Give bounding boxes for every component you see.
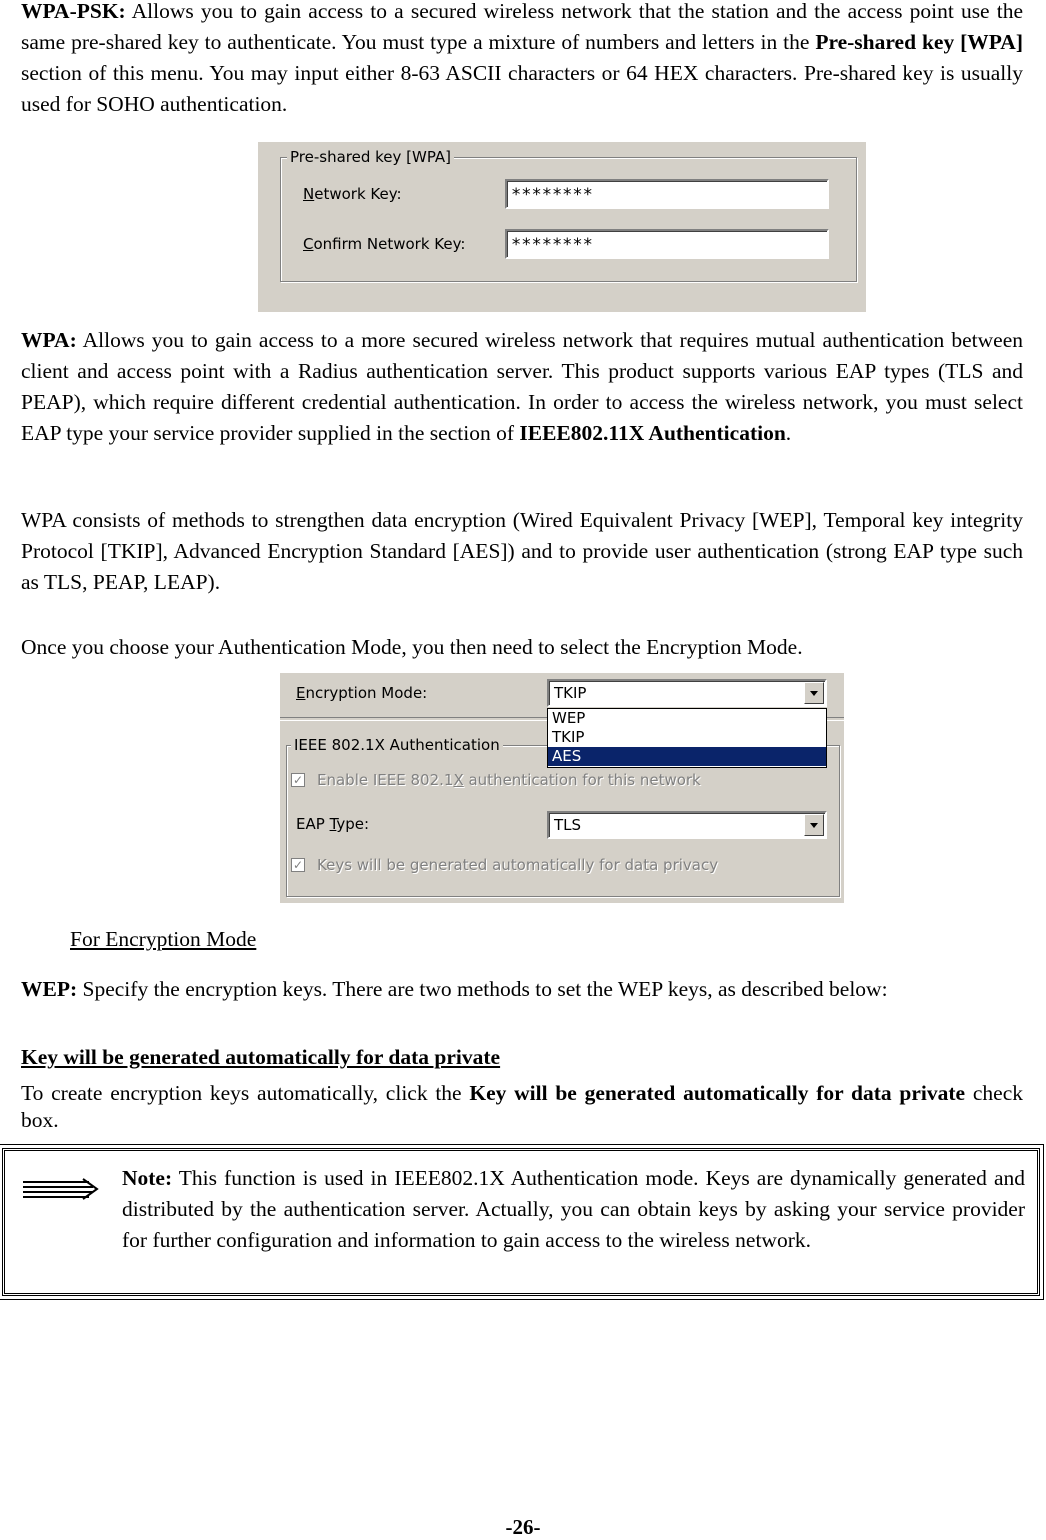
eap-type-label [296,815,369,833]
dropdown-option-wep[interactable]: WEP [552,709,586,727]
chevron-down-icon[interactable] [804,682,824,704]
wpapsk-paragraph [21,0,1023,120]
enable-ieee-checkbox-label [317,771,701,789]
eap-type-label-b: ype: [336,815,370,833]
network-key-input[interactable]: ******** [505,179,829,209]
create-keys-paragraph [21,1080,1023,1134]
enable-ieee-label-mnemonic: X [453,771,464,789]
network-key-label [303,185,402,203]
keys-auto-checkbox[interactable]: ✓ [292,858,304,872]
network-key-mnemonic: N [303,185,315,203]
wpapsk-bold: Pre-shared key [WPA] [815,30,1023,54]
key-auto-heading [21,1042,1023,1072]
create-keys-bold: Key will be generated automatically for data private [469,1081,966,1105]
wpa-text-2: . [785,421,792,445]
eap-type-select[interactable] [547,811,827,839]
arrow-note-icon [21,1177,101,1201]
confirm-key-label-rest: onfirm Network Key: [313,235,466,253]
encryption-mode-dropdown[interactable] [547,708,827,768]
wep-term: WEP: [21,977,78,1001]
wpa-text-1: Allows you to gain access to a more secured wireless network that requires mutual authentication between client and access point with a Radius authentication server. This product supports various EAP types (TLS and PEAP), which require different credential authentication. In order to access the wireless network, you must select EAP type your service provider supplied in the section of [21,328,1023,445]
create-keys-text-2: check box. [21,1081,1023,1132]
confirm-key-mnemonic: C [303,235,314,253]
eap-type-value: TLS [554,816,582,834]
enable-ieee-label-b: authentication for this network [463,771,701,789]
wep-text: Specify the encryption keys. There are two methods to set the WEP keys, as described below: [77,977,888,1001]
wpapsk-term: WPA-PSK: [21,0,126,23]
figure-caption [70,924,470,955]
dropdown-option-aes[interactable]: AES [548,747,826,766]
wpa-term: WPA: [21,328,77,352]
psk-group-title: Pre-shared key [WPA] [287,148,454,166]
wpapsk-text-1: Allows you to gain access to a secured wireless network that the station and the access point use the same pre-shared key to authenticate. You must type a mixture of numbers and letters in the [21,0,1023,54]
enable-ieee-label-a: Enable IEEE 802.1 [317,771,454,789]
confirm-key-input[interactable]: ******** [505,229,829,259]
ieee-group-title: IEEE 802.1X Authentication [291,736,503,754]
wpa-bold: IEEE802.11X Authentication [519,421,786,445]
note-text: This function is used in IEEE802.1X Authentication mode. Keys are dynamically generated and distributed by the authentication server. Actually, you can obtain keys by asking your service provider for further configuration and information to gain access to the wireless network. [122,1166,1025,1252]
encryption-mode-label [296,684,427,702]
keys-auto-checkbox-label: Keys will be generated automatically for data privacy [317,856,719,874]
page-number: -26- [505,1515,541,1539]
create-keys-text-1: To create encryption keys automatically, click the [21,1081,470,1105]
wep-paragraph [21,973,1023,1006]
eap-type-label-a: EAP [296,815,330,833]
encryption-mode-value: TKIP [554,684,587,702]
eap-type-label-mnemonic: T [329,815,337,833]
wpapsk-text-2: section of this menu. You may input either 8-63 ASCII characters or 64 HEX characters. Pre-shared key is usually used for SOHO authentication. [21,61,1023,116]
encryption-mode-select[interactable] [547,679,827,707]
caption-text: For Encryption Mode [70,927,257,951]
confirm-key-label [303,235,465,253]
encryption-dialog-screenshot [280,673,844,903]
wpa-paragraph [21,325,1023,449]
once-choose-paragraph: Once you choose your Authentication Mode, you then need to select the Encryption Mode. [21,635,803,659]
psk-dialog-screenshot [258,142,866,312]
note-term: Note: [122,1166,173,1190]
chevron-down-icon[interactable] [804,814,824,836]
network-key-label-rest: etwork Key: [314,185,402,203]
dropdown-option-tkip[interactable]: TKIP [552,728,585,746]
enable-ieee-checkbox[interactable]: ✓ [292,773,304,787]
note-box [2,1148,1040,1296]
psk-groupbox [280,148,857,282]
encryption-mode-mnemonic: E [296,684,306,702]
encryption-mode-label-rest: ncryption Mode: [305,684,428,702]
key-auto-heading-text: Key will be generated automatically for data private [21,1045,501,1069]
note-paragraph [122,1163,1025,1256]
wpa-consists-paragraph: WPA consists of methods to strengthen data encryption (Wired Equivalent Privacy [WEP], Temporal key integrity Protocol [TKIP], Advanced Encryption Standard [AES]) and to provide user authentication (strong EAP type such as TLS, PEAP, LEAP). [21,508,1023,594]
